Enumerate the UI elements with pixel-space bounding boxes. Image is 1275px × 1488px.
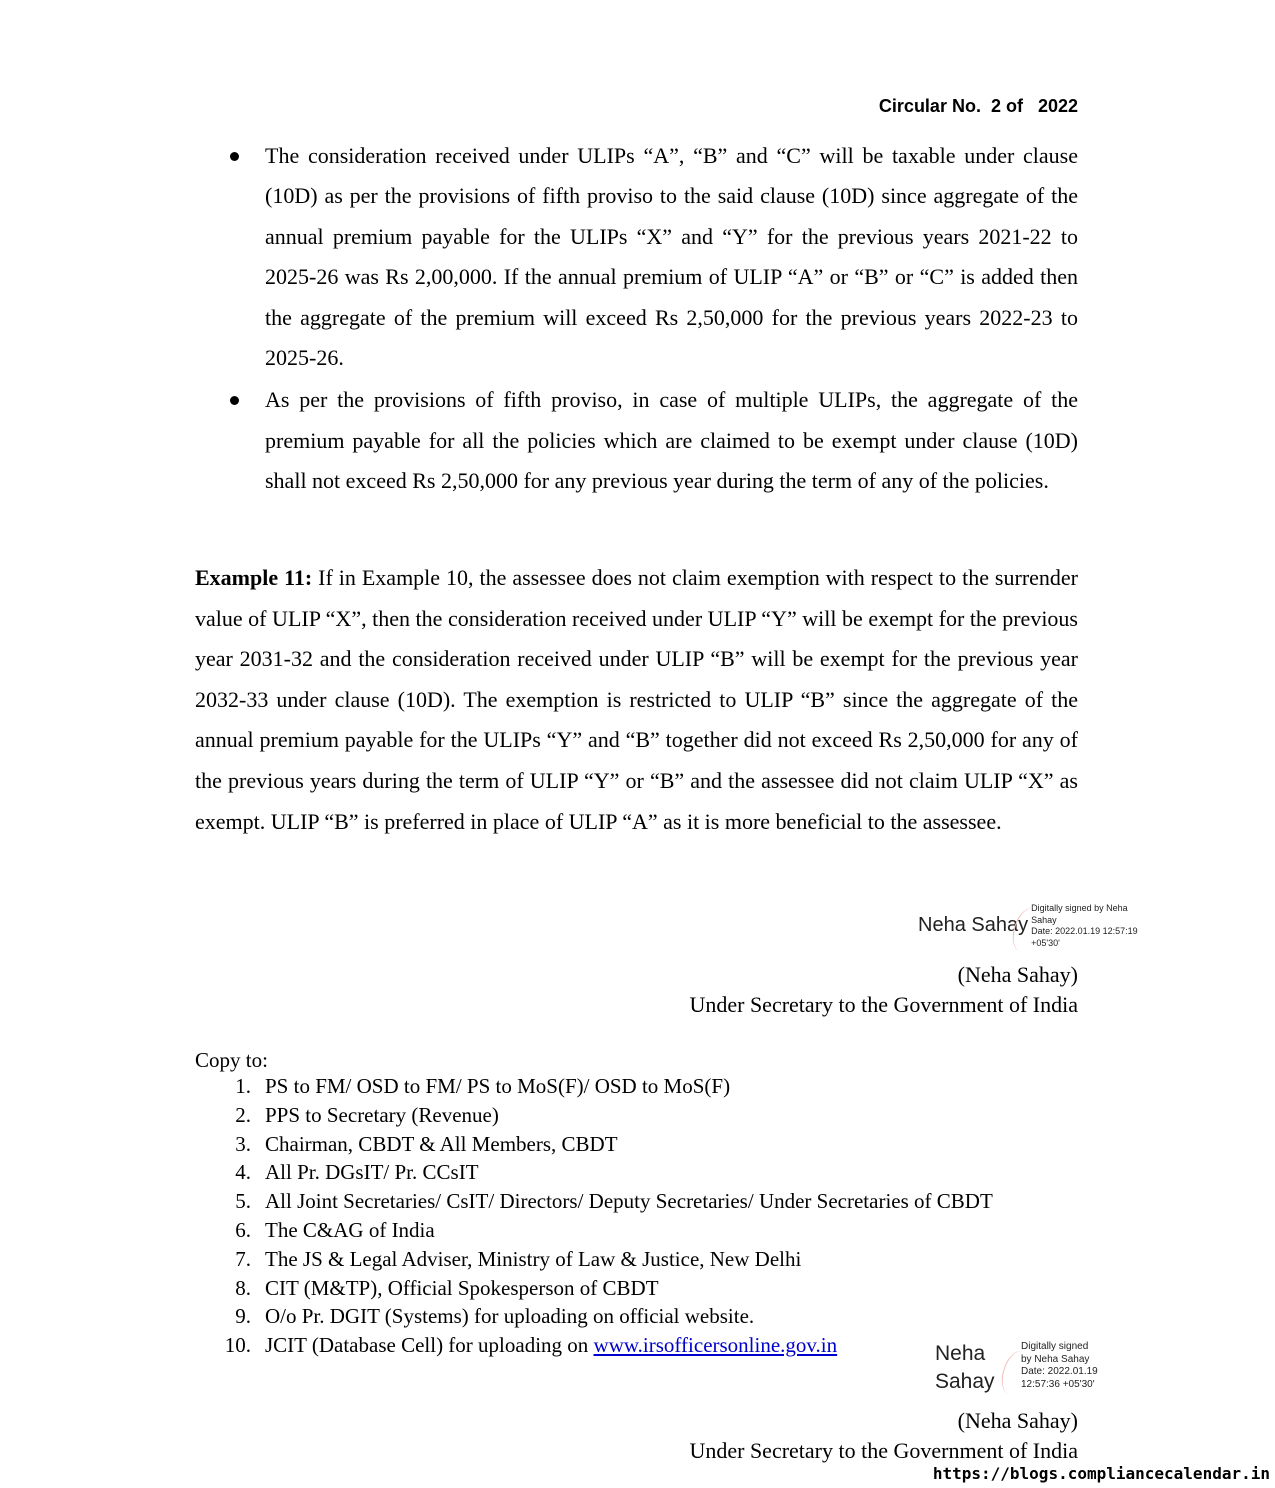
list-item (195, 1245, 993, 1274)
signatory-title: Under Secretary to the Government of India (689, 992, 1078, 1017)
bullet-text: As per the provisions of fifth proviso, in case of multiple ULIPs, the aggregate of the premium payable for all the policies which are claimed to be exempt under clause (10D) shall not exceed Rs 2,50,000 for any previous year during the term of any of the policies. (265, 387, 1078, 494)
copy-to-label: Copy to: (195, 1048, 268, 1072)
list-item-text: PPS to Secretary (Revenue) (265, 1102, 499, 1127)
signatory-name: (Neha Sahay) (957, 1408, 1078, 1433)
signatory-block-2 (689, 1406, 1078, 1466)
list-item-text: All Joint Secretaries/ CsIT/ Directors/ Deputy Secretaries/ Under Secretaries of CBDT (265, 1189, 993, 1214)
example-11-paragraph (195, 558, 1078, 842)
list-item (195, 1101, 993, 1130)
list-item-number: 3. (235, 1131, 251, 1156)
bullet-icon (230, 152, 239, 161)
list-item-number: 1. (235, 1074, 251, 1098)
list-item (195, 1158, 993, 1187)
website-link[interactable]: www.irsofficersonline.gov.in (593, 1333, 838, 1358)
list-item (195, 1331, 993, 1360)
list-item-text: PS to FM/ OSD to FM/ PS to MoS(F)/ OSD to MoS(F) (265, 1074, 731, 1098)
list-item-text: All Pr. DGsIT/ Pr. CCsIT (265, 1160, 479, 1185)
signatory-block-1 (689, 960, 1078, 1020)
list-item-number: 7. (235, 1246, 251, 1271)
list-item-text: The JS & Legal Adviser, Ministry of Law & Justice, New Delhi (265, 1246, 802, 1271)
digital-signature-2 (935, 1340, 1098, 1396)
signature-name: Neha Sahay (918, 914, 1029, 936)
list-item-number: 2. (235, 1102, 251, 1127)
signature-details: Digitally signed by Neha Sahay Date: 2022.01.19 12:57:36 +05'30' (1021, 1341, 1098, 1390)
list-item-number: 5. (235, 1189, 251, 1214)
bullet-item (195, 380, 1078, 501)
signatory-title: Under Secretary to the Government of India (689, 1438, 1078, 1463)
list-item-number: 8. (235, 1275, 251, 1300)
bullet-text: The consideration received under ULIPs “A”, “B” and “C” will be taxable under clause (10D) as per the provisions of fifth proviso to the said clause (10D) since aggregate of the annual premium payable for the ULIPs “X” and “Y” for the previous years 2021-22 to 2025-26 was Rs 2,00,000. If the annual premium of ULIP “A” or “B” or “C” is added then the aggregate of the premium will exceed Rs 2,50,000 for the previous years 2022-23 to 2025-26. (265, 143, 1078, 371)
list-item-text: O/o Pr. DGIT (Systems) for uploading on official website. (265, 1304, 755, 1329)
bullet-list (195, 136, 1078, 504)
list-item (195, 1072, 993, 1101)
circular-number: Circular No. 2 of 2022 (878, 96, 1078, 116)
list-item-text: Chairman, CBDT & All Members, CBDT (265, 1131, 618, 1156)
example-11-text: If in Example 10, the assessee does not claim exemption with respect to the surrender value of ULIP “X”, then the consideration received under ULIP “Y” will be exempt for the previous year 2031-32 and the consideration received under ULIP “B” will be exempt for the previous year 2032-33 under clause (10D). The exemption is restricted to ULIP “B” since the aggregate of the annual premium payable for the ULIPs “Y” and “B” together did not exceed Rs 2,50,000 for any of the previous years during the term of ULIP “Y” or “B” and the assessee did not claim ULIP “X” as exempt. ULIP “B” is preferred in place of ULIP “A” as it is more beneficial to the assessee. (195, 565, 1078, 834)
signature-details: Digitally signed by Neha Sahay Date: 2022.01.19 12:57:19 +05'30' (1031, 903, 1138, 948)
footer-url: https://blogs.compliancecalendar.in (932, 1464, 1270, 1483)
bullet-item (195, 136, 1078, 378)
list-item-number: 9. (235, 1304, 251, 1329)
list-item (195, 1216, 993, 1245)
example-11-label: Example 11: (195, 565, 313, 590)
list-item-text: The C&AG of India (265, 1217, 435, 1242)
list-item-number: 10. (224, 1333, 251, 1358)
signature-name: Neha Sahay (935, 1342, 995, 1393)
list-item (195, 1274, 993, 1303)
list-item-number: 6. (235, 1217, 251, 1242)
signatory-name: (Neha Sahay) (957, 962, 1078, 987)
list-item-number: 4. (235, 1160, 251, 1185)
bullet-icon (230, 396, 239, 405)
list-item (195, 1130, 993, 1159)
copy-to-list (195, 1072, 993, 1360)
list-item-text: CIT (M&TP), Official Spokesperson of CBDT (265, 1275, 659, 1300)
digital-signature-1 (918, 903, 1138, 949)
list-item-text: JCIT (Database Cell) for uploading on (265, 1333, 594, 1358)
list-item (195, 1187, 993, 1216)
list-item (195, 1302, 993, 1331)
